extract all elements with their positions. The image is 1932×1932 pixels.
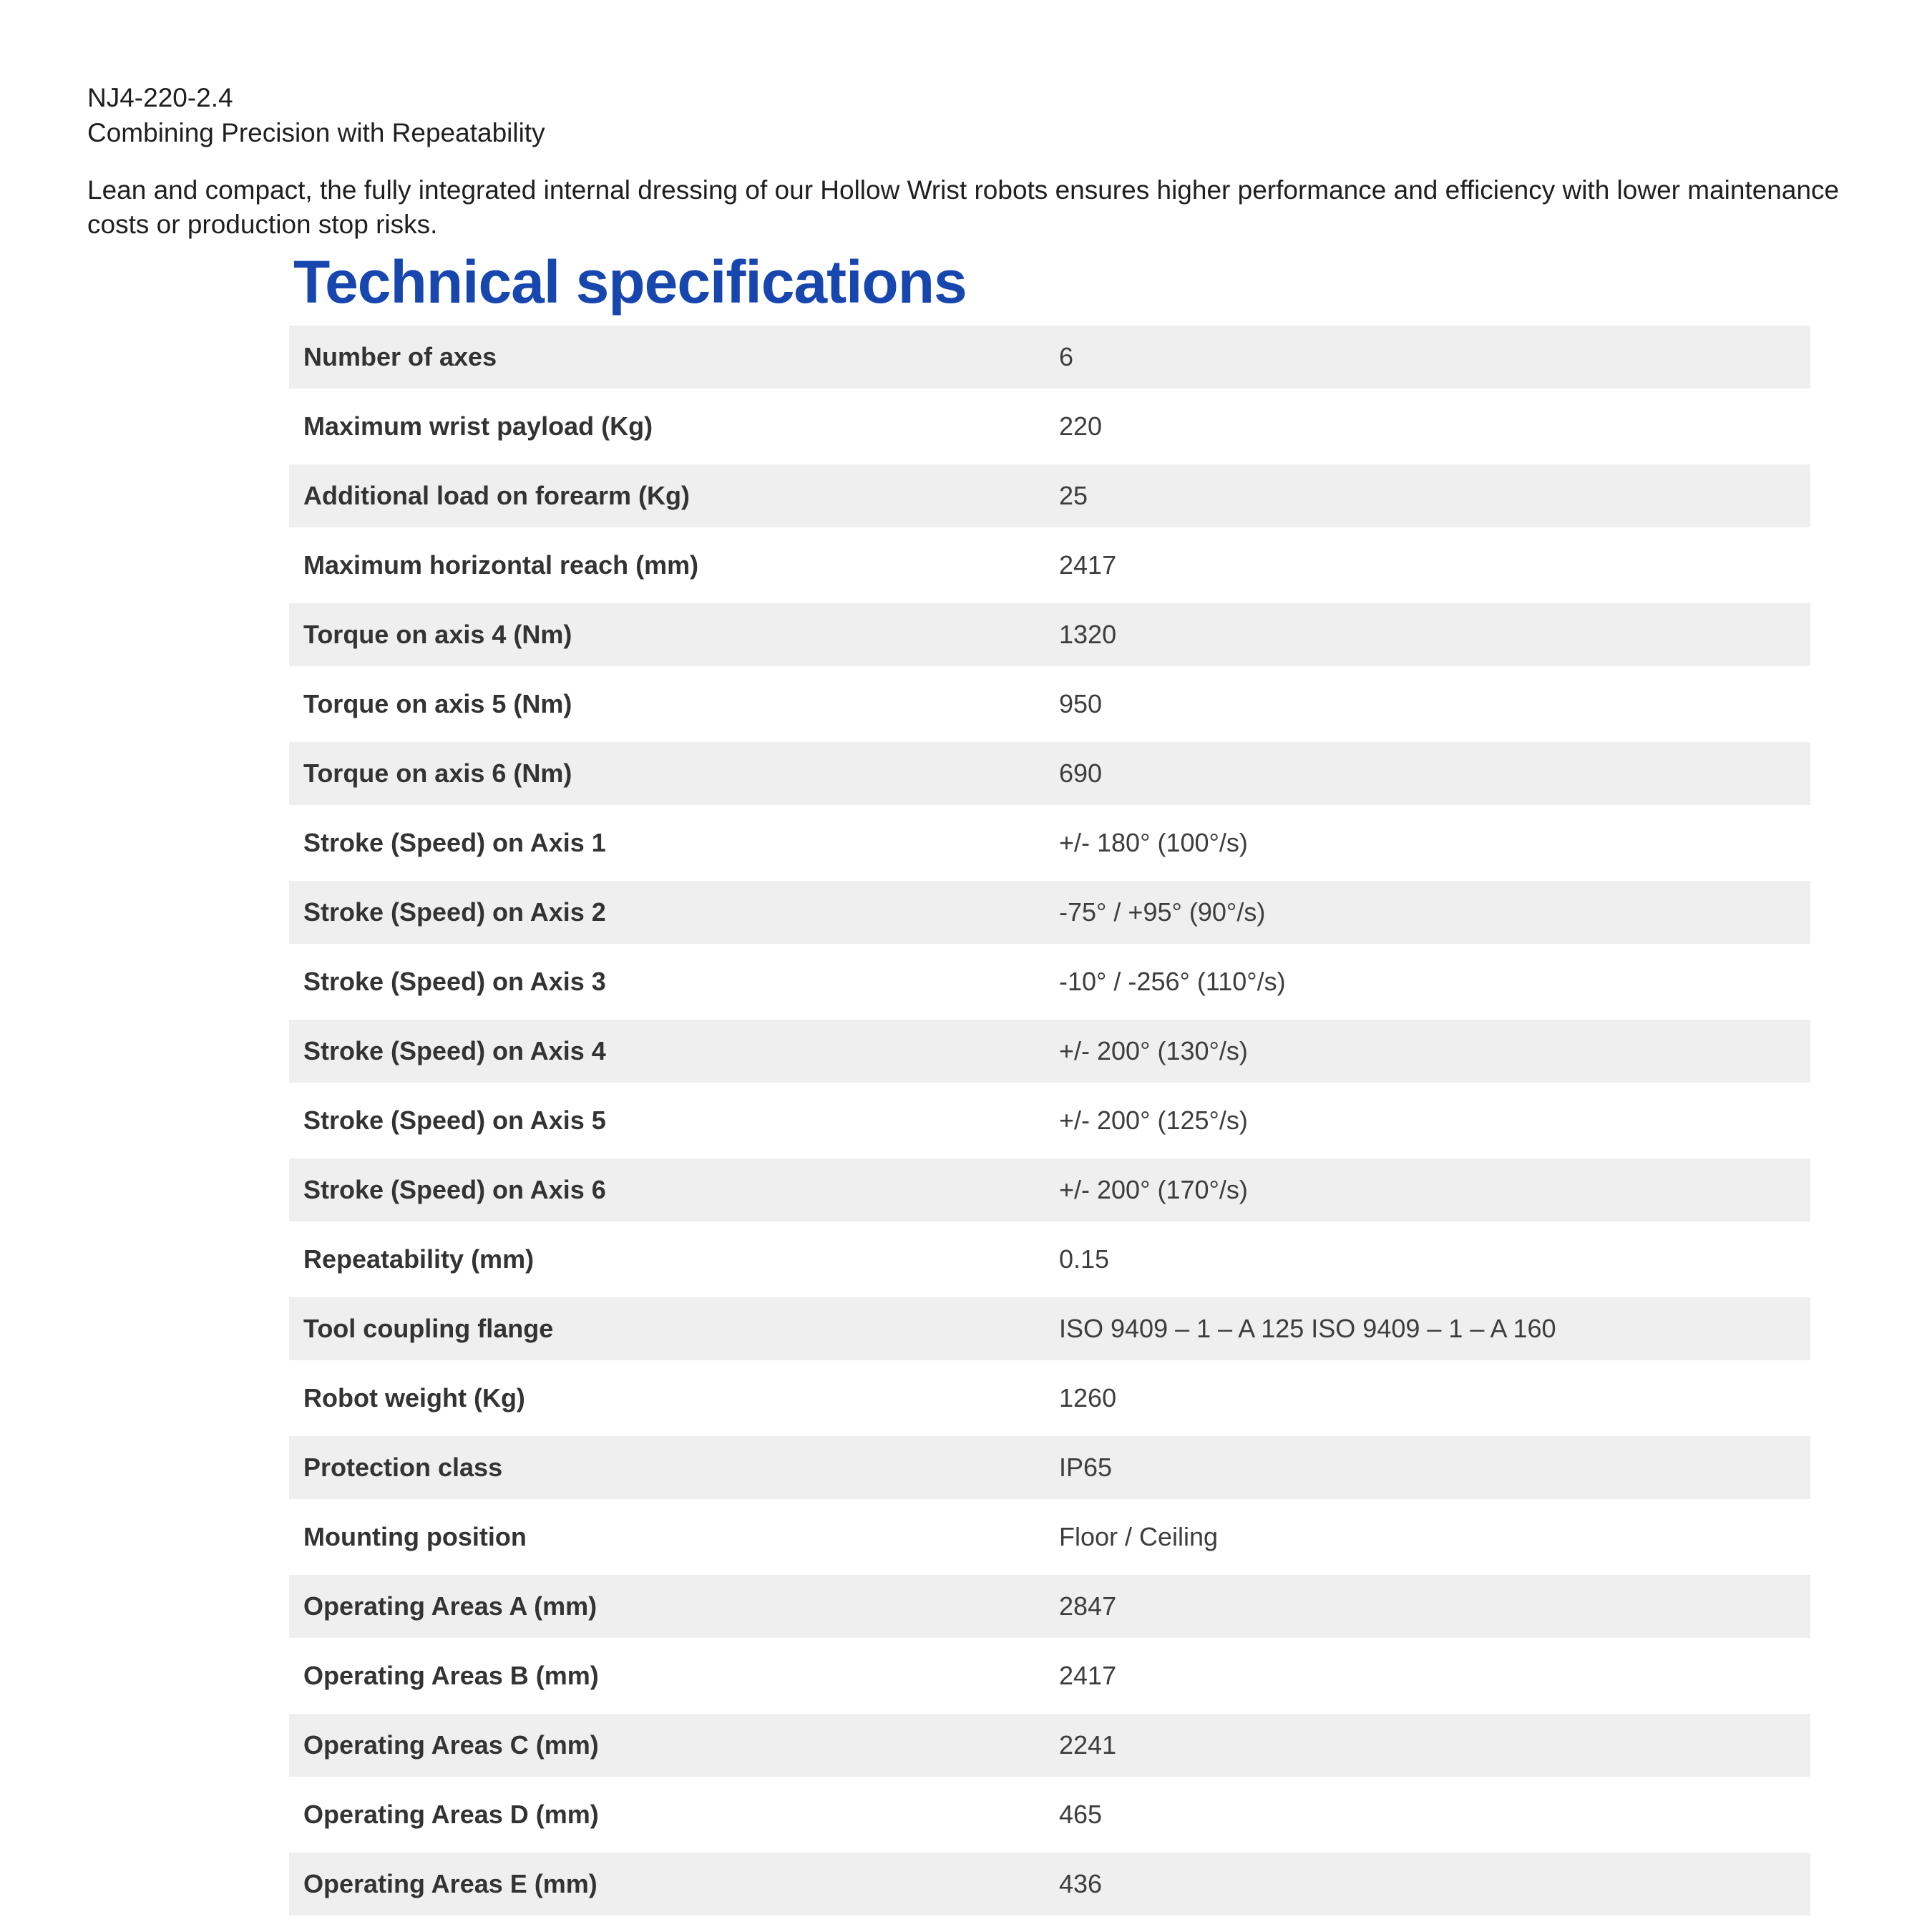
spec-label: Operating Areas A (mm) — [303, 1591, 597, 1621]
spec-label: Mounting position — [303, 1522, 527, 1551]
spec-label: Operating Areas B (mm) — [303, 1661, 599, 1690]
spec-label: Additional load on forearm (Kg) — [303, 481, 690, 510]
intro-paragraph-line: costs or production stop risks. — [87, 210, 438, 239]
spec-label: Torque on axis 4 (Nm) — [303, 620, 572, 649]
spec-value: 2417 — [1059, 1661, 1117, 1690]
spec-row — [289, 1436, 1810, 1499]
spec-label: Maximum horizontal reach (mm) — [303, 550, 699, 580]
spec-row — [289, 1853, 1810, 1916]
spec-value: 25 — [1059, 481, 1088, 510]
spec-label: Torque on axis 5 (Nm) — [303, 689, 572, 718]
spec-value: 950 — [1059, 689, 1103, 718]
intro-paragraph — [87, 173, 1855, 242]
spec-label: Stroke (Speed) on Axis 2 — [303, 897, 606, 927]
spec-row — [289, 1367, 1810, 1430]
spec-row — [289, 1783, 1810, 1846]
spec-value: 690 — [1059, 758, 1103, 788]
spec-row — [289, 950, 1810, 1013]
spec-value: -10° / -256° (110°/s) — [1059, 967, 1286, 996]
spec-row — [289, 395, 1810, 458]
spec-row — [289, 673, 1810, 736]
spec-label: Operating Areas D (mm) — [303, 1800, 599, 1829]
spec-value: 436 — [1059, 1869, 1103, 1898]
spec-row — [289, 1575, 1810, 1638]
spec-label: Number of axes — [303, 342, 497, 371]
spec-row — [289, 1158, 1810, 1221]
spec-value: 2417 — [1059, 550, 1117, 580]
spec-label: Stroke (Speed) on Axis 1 — [303, 828, 606, 857]
spec-label: Repeatability (mm) — [303, 1244, 535, 1274]
spec-row — [289, 1644, 1810, 1707]
spec-label: Operating Areas E (mm) — [303, 1869, 597, 1898]
spec-value: 0.15 — [1059, 1244, 1110, 1274]
spec-value: 1320 — [1059, 620, 1117, 649]
spec-row — [289, 1228, 1810, 1291]
spec-value: Floor / Ceiling — [1059, 1522, 1219, 1551]
spec-row — [289, 534, 1810, 597]
spec-row — [289, 1089, 1810, 1152]
spec-label: Stroke (Speed) on Axis 6 — [303, 1175, 606, 1204]
spec-label: Robot weight (Kg) — [303, 1383, 525, 1413]
product-model: NJ4-220-2.4 — [87, 83, 233, 112]
spec-value: 220 — [1059, 411, 1103, 441]
spec-row — [289, 881, 1810, 944]
spec-table — [289, 326, 1810, 1922]
spec-row — [289, 603, 1810, 666]
spec-value: -75° / +95° (90°/s) — [1059, 897, 1266, 927]
spec-row — [289, 326, 1810, 389]
section-title: Technical specifications — [293, 248, 967, 316]
spec-value: 2847 — [1059, 1591, 1117, 1621]
intro-paragraph-line: Lean and compact, the fully integrated internal dressing of our Hollow Wrist robots ensures higher performance and efficiency with lower maintenance — [87, 175, 1840, 205]
document-header — [87, 80, 545, 150]
spec-value: ISO 9409 – 1 – A 125 ISO 9409 – 1 – A 160 — [1059, 1314, 1556, 1343]
spec-row — [289, 1020, 1810, 1083]
spec-row — [289, 742, 1810, 805]
spec-label: Tool coupling flange — [303, 1314, 554, 1343]
spec-label: Torque on axis 6 (Nm) — [303, 758, 572, 788]
spec-label: Protection class — [303, 1453, 503, 1482]
spec-value: 1260 — [1059, 1383, 1117, 1413]
spec-value: 2241 — [1059, 1730, 1117, 1760]
spec-row — [289, 1714, 1810, 1777]
spec-label: Stroke (Speed) on Axis 3 — [303, 967, 606, 996]
spec-value: +/- 200° (170°/s) — [1059, 1175, 1248, 1204]
spec-row — [289, 1297, 1810, 1360]
spec-value: 465 — [1059, 1800, 1103, 1829]
spec-row — [289, 1506, 1810, 1568]
product-tagline: Combining Precision with Repeatability — [87, 118, 545, 147]
spec-label: Maximum wrist payload (Kg) — [303, 411, 653, 441]
spec-label: Stroke (Speed) on Axis 5 — [303, 1106, 606, 1135]
spec-value: 6 — [1059, 342, 1074, 371]
spec-row — [289, 811, 1810, 874]
spec-row — [289, 464, 1810, 527]
spec-value: IP65 — [1059, 1453, 1113, 1482]
spec-value: +/- 200° (130°/s) — [1059, 1036, 1248, 1065]
spec-label: Stroke (Speed) on Axis 4 — [303, 1036, 606, 1065]
spec-value: +/- 200° (125°/s) — [1059, 1106, 1248, 1135]
spec-label: Operating Areas C (mm) — [303, 1730, 599, 1760]
spec-value: +/- 180° (100°/s) — [1059, 828, 1248, 857]
